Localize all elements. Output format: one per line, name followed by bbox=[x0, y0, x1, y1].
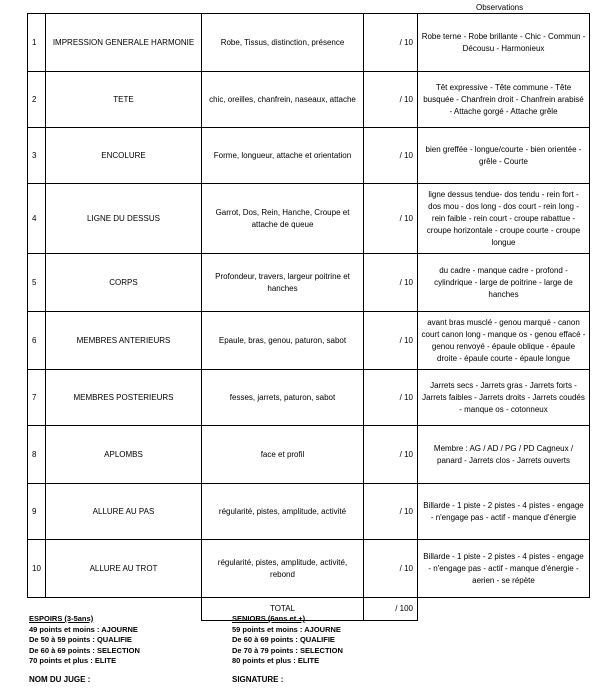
criterion-description: régularité, pistes, amplitude, activité, rebond bbox=[202, 540, 364, 598]
observations-cell: du cadre - manque cadre - profond - cylindrique - large de poitrine - large de hanches bbox=[418, 254, 590, 312]
observations-cell: Têt expressive - Tête commune - Tête busquée - Chanfrein droit - Chanfrein arabisé - Attache gorgé - Attache grêle bbox=[418, 72, 590, 128]
criterion-name: APLOMBS bbox=[46, 426, 202, 484]
criterion-description: face et profil bbox=[202, 426, 364, 484]
row-number: 6 bbox=[28, 312, 46, 370]
seniors-line: De 60 à 69 points : QUALIFIE bbox=[232, 635, 335, 644]
seniors-line: 80 points et plus : ELITE bbox=[232, 656, 320, 665]
score-field[interactable]: / 10 bbox=[364, 370, 418, 426]
evaluation-table bbox=[27, 13, 590, 621]
evaluation-rows bbox=[28, 14, 590, 621]
row-number: 1 bbox=[28, 14, 46, 72]
criterion-name: MEMBRES POSTERIEURS bbox=[46, 370, 202, 426]
total-label: TOTAL bbox=[202, 598, 364, 621]
espoirs-legend bbox=[29, 614, 140, 667]
total-score[interactable]: / 100 bbox=[364, 598, 418, 621]
observations-cell: Membre : AG / AD / PG / PD Cagneux / panard - Jarrets clos - Jarrets ouverts bbox=[418, 426, 590, 484]
signature-label: SIGNATURE : bbox=[232, 675, 284, 684]
seniors-line: De 70 à 79 points : SELECTION bbox=[232, 645, 343, 655]
criterion-row bbox=[28, 254, 590, 312]
seniors-line: 59 points et moins : AJOURNE bbox=[232, 624, 341, 634]
criterion-row bbox=[28, 128, 590, 184]
espoirs-title: ESPOIRS (3-5ans) bbox=[29, 614, 94, 623]
row-number: 3 bbox=[28, 128, 46, 184]
criterion-name: ENCOLURE bbox=[46, 128, 202, 184]
observations-cell: bien greffée - longue/courte - bien orientée - grêle - Courte bbox=[418, 128, 590, 184]
criterion-description: fesses, jarrets, paturon, sabot bbox=[202, 370, 364, 426]
espoirs-line: 49 points et moins : AJOURNE bbox=[29, 624, 138, 634]
criterion-row bbox=[28, 370, 590, 426]
row-number: 7 bbox=[28, 370, 46, 426]
score-field[interactable]: / 10 bbox=[364, 426, 418, 484]
observations-cell: ligne dessus tendue- dos tendu - rein fort - dos mou - dos long - dos court - rein long - rein faible - rein court - croupe rabattue - croupe horizontale - croupe courte - croupe longue bbox=[418, 184, 590, 254]
criterion-description: Epaule, bras, genou, paturon, sabot bbox=[202, 312, 364, 370]
score-field[interactable]: / 10 bbox=[364, 254, 418, 312]
row-number: 4 bbox=[28, 184, 46, 254]
criterion-row bbox=[28, 540, 590, 598]
criterion-row bbox=[28, 184, 590, 254]
criterion-name: MEMBRES ANTERIEURS bbox=[46, 312, 202, 370]
seniors-legend bbox=[232, 614, 343, 667]
row-number: 5 bbox=[28, 254, 46, 312]
criterion-row bbox=[28, 484, 590, 540]
row-number: 2 bbox=[28, 72, 46, 128]
score-field[interactable]: / 10 bbox=[364, 184, 418, 254]
espoirs-line: De 50 à 59 points : QUALIFIE bbox=[29, 635, 132, 644]
observations-cell: Robe terne - Robe brillante - Chic - Commun - Décousu - Harmonieux bbox=[418, 14, 590, 72]
espoirs-line: 70 points et plus : ELITE bbox=[29, 656, 117, 665]
criterion-row bbox=[28, 72, 590, 128]
seniors-title: SENIORS (6ans et +) bbox=[232, 614, 306, 623]
criterion-row bbox=[28, 312, 590, 370]
score-field[interactable]: / 10 bbox=[364, 128, 418, 184]
row-number: 9 bbox=[28, 484, 46, 540]
criterion-row bbox=[28, 426, 590, 484]
criterion-description: Garrot, Dos, Rein, Hanche, Croupe et attache de queue bbox=[202, 184, 364, 254]
criterion-name: IMPRESSION GENERALE HARMONIE bbox=[46, 14, 202, 72]
score-field[interactable]: / 10 bbox=[364, 484, 418, 540]
row-number: 10 bbox=[28, 540, 46, 598]
judge-name-label: NOM DU JUGE : bbox=[29, 675, 91, 684]
observations-cell: Jarrets secs - Jarrets gras - Jarrets forts - Jarrets faibles - Jarrets droits - Jarrets coudés - manque os - cotonneux bbox=[418, 370, 590, 426]
score-field[interactable]: / 10 bbox=[364, 540, 418, 598]
criterion-name: ALLURE AU PAS bbox=[46, 484, 202, 540]
observations-cell: Billarde - 1 piste - 2 pistes - 4 pistes - engage - n'engage pas - actif - manque d'énergie bbox=[418, 484, 590, 540]
criterion-row bbox=[28, 14, 590, 72]
score-field[interactable]: / 10 bbox=[364, 312, 418, 370]
criterion-name: TETE bbox=[46, 72, 202, 128]
criterion-description: Profondeur, travers, largeur poitrine et hanches bbox=[202, 254, 364, 312]
criterion-description: Robe, Tissus, distinction, présence bbox=[202, 14, 364, 72]
score-field[interactable]: / 10 bbox=[364, 14, 418, 72]
criterion-description: chic, oreilles, chanfrein, naseaux, attache bbox=[202, 72, 364, 128]
observations-header: Observations bbox=[476, 3, 524, 12]
observations-cell: Billarde - 1 piste - 2 pistes - 4 pistes - engage - n'engage pas - actif - manque d'énergie - aerien - se répète bbox=[418, 540, 590, 598]
criterion-name: ALLURE AU TROT bbox=[46, 540, 202, 598]
criterion-description: régularité, pistes, amplitude, activité bbox=[202, 484, 364, 540]
criterion-name: LIGNE DU DESSUS bbox=[46, 184, 202, 254]
criterion-description: Forme, longueur, attache et orientation bbox=[202, 128, 364, 184]
observations-cell: avant bras musclé - genou marqué - canon court canon long - manque os - genou effacé -genou renvoyé - épaule oblique - épaule droite - épaule courte - épaule longue bbox=[418, 312, 590, 370]
row-number: 8 bbox=[28, 426, 46, 484]
criterion-name: CORPS bbox=[46, 254, 202, 312]
espoirs-line: De 60 à 69 points : SELECTION bbox=[29, 645, 140, 655]
score-field[interactable]: / 10 bbox=[364, 72, 418, 128]
